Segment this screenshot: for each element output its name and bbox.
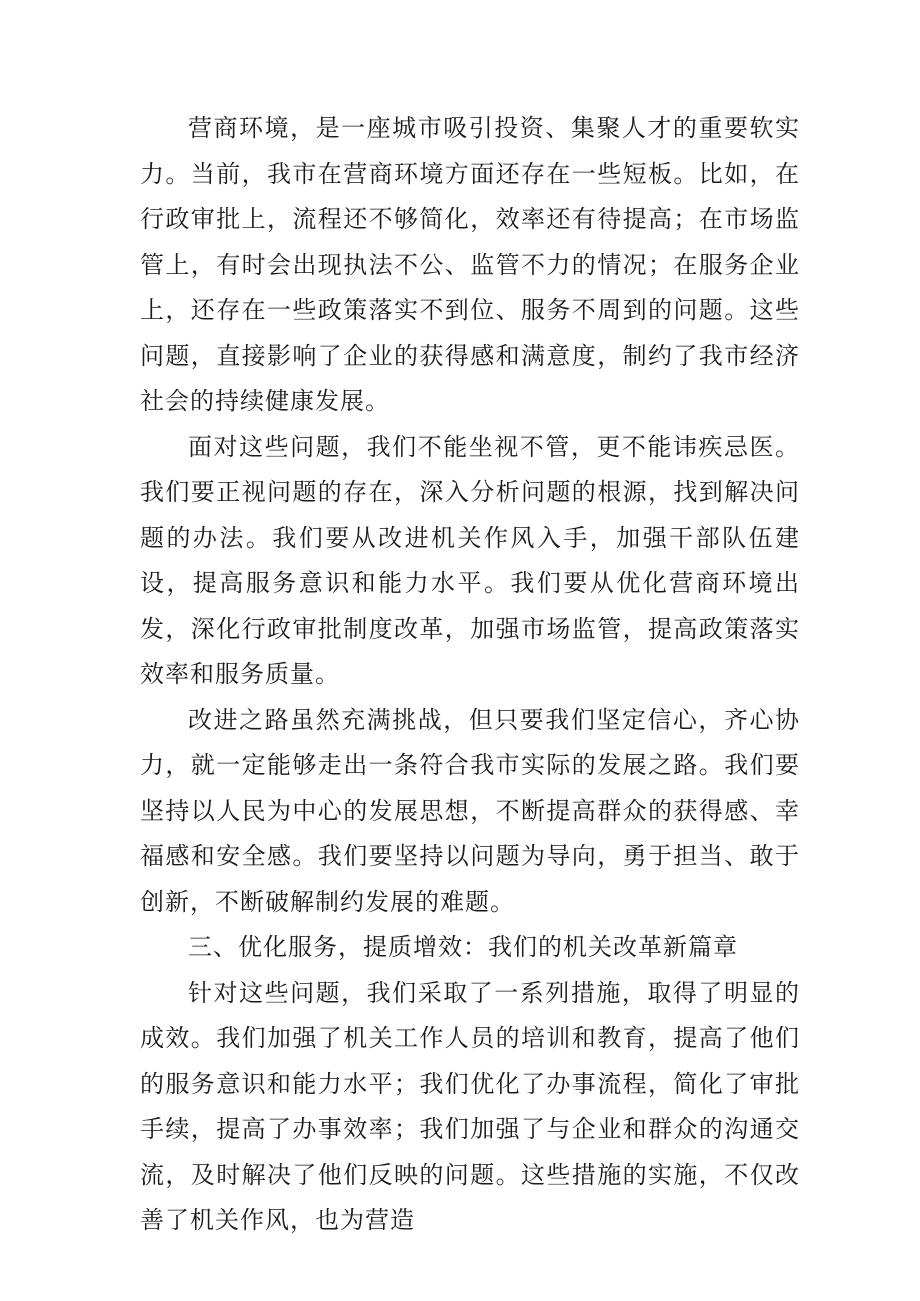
paragraph-facing-problems: 面对这些问题，我们不能坐视不管，更不能讳疾忌医。我们要正视问题的存在，深入分析问题的根源，找到解决问题的办法。我们要从改进机关作风入手，加强干部队伍建设，提高服务意识和能力水平。我们要从优化营商环境出发，深化行政审批制度改革，加强市场监管，提高政策落实效率和服务质量。	[140, 432, 800, 688]
document-body	[140, 106, 800, 1244]
section-heading: 三、优化服务，提质增效：我们的机关改革新篇章	[188, 933, 738, 961]
paragraph-path-of-improvement: 改进之路虽然充满挑战，但只要我们坚定信心，齐心协力，就一定能够走出一条符合我市实际的发展之路。我们要坚持以人民为中心的发展思想，不断提高群众的获得感、幸福感和安全感。我们要坚持以问题为导向，勇于担当、敢于创新，不断破解制约发展的难题。	[140, 705, 800, 916]
paragraph-measures-taken: 针对这些问题，我们采取了一系列措施，取得了明显的成效。我们加强了机关工作人员的培训和教育，提高了他们的服务意识和能力水平；我们优化了办事流程，简化了审批手续，提高了办事效率；我们加强了与企业和群众的沟通交流，及时解决了他们反映的问题。这些措施的实施，不仅改善了机关作风，也为营造	[140, 978, 800, 1234]
paragraph-business-environment: 营商环境，是一座城市吸引投资、集聚人才的重要软实力。当前，我市在营商环境方面还存在一些短板。比如，在行政审批上，流程还不够简化，效率还有待提高；在市场监管上，有时会出现执法不公、监管不力的情况；在服务企业上，还存在一些政策落实不到位、服务不周到的问题。这些问题，直接影响了企业的获得感和满意度，制约了我市经济社会的持续健康发展。	[140, 114, 800, 415]
